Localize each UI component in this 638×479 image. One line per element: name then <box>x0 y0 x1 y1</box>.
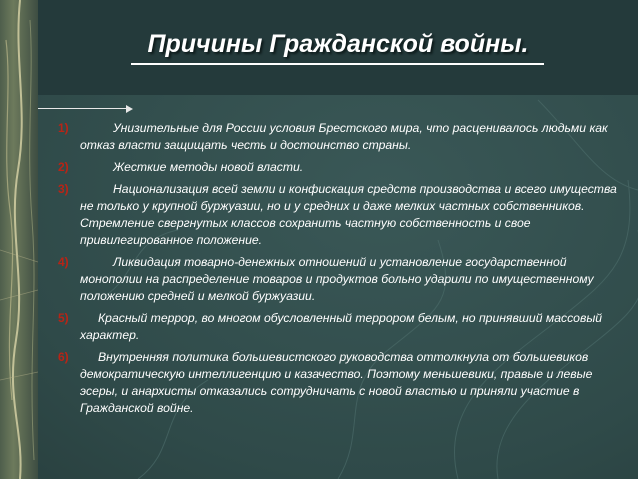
list-item-text: Жесткие методы новой власти. <box>113 160 304 174</box>
list-number: 4) <box>58 255 69 269</box>
list-number: 2) <box>58 160 69 174</box>
list-item-text: Внутренняя политика большевистского руководства оттолкнула от большевиков демократическую интеллигенцию и казачество. Поэтому меньшевики, правые и левые эсеры, и анархисты отказались сотрудничать с новой властью и приняли участие в Гражданской войне. <box>80 350 593 415</box>
list-item-text: Ликвидация товарно-денежных отношений и установление государственной монополии на распределение товаров и продуктов больно ударили по имущественному положению средней и мелкой буржуазии. <box>80 255 594 303</box>
title-underline <box>131 63 544 65</box>
map-texture-graphic <box>0 0 38 479</box>
left-decorative-strip <box>0 0 38 479</box>
reasons-list <box>58 120 630 422</box>
list-item-text: Унизительные для России условия Брестского мира, что расценивалось людьми как отказ власти защищать честь и достоинство страны. <box>80 121 608 152</box>
list-number: 5) <box>58 311 69 325</box>
list-item <box>58 120 630 154</box>
arrow-head-icon <box>126 105 133 113</box>
list-number: 6) <box>58 350 69 364</box>
list-item <box>58 181 630 249</box>
list-number: 3) <box>58 182 69 196</box>
list-item <box>58 310 630 344</box>
arrow-line <box>38 108 128 109</box>
list-number: 1) <box>58 121 69 135</box>
list-item <box>58 254 630 305</box>
list-item-text: Красный террор, во многом обусловленный террором белым, но принявший массовый характер. <box>80 311 603 342</box>
list-item <box>58 349 630 417</box>
slide-title: Причины Гражданской войны. <box>147 30 529 58</box>
list-item-text: Национализация всей земли и конфискация средств производства и всего имущества не только у крупной буржуазии, но и у средних и даже мелких частных собственников. Стремление свергнутых классов сохранить частную собственность и свое привилегированное положение. <box>80 182 617 247</box>
list-item <box>58 159 630 176</box>
